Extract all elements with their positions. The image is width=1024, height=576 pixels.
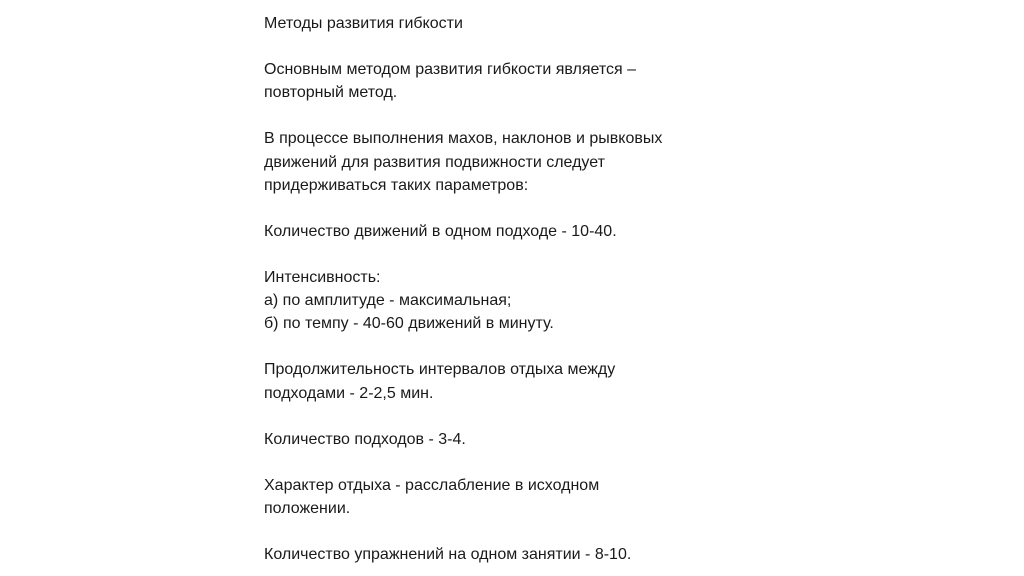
movements-count: Количество движений в одном подходе - 10-40. (264, 222, 617, 240)
intensity-tempo: б) по темпу - 40-60 движений в минуту. (264, 315, 554, 333)
spacer (264, 104, 764, 127)
page-title: Методы развития гибкости (264, 15, 463, 32)
params-line-2: движений для развития подвижности следует (264, 153, 605, 171)
sets-count: Количество подходов - 3-4. (264, 430, 466, 448)
exercises-count: Количество упражнений на одном занятии - 8-10. (264, 546, 632, 564)
params-line-3: придерживаться таких параметров: (264, 176, 529, 194)
spacer (264, 243, 764, 266)
intensity-amplitude: а) по амплитуде - максимальная; (264, 292, 512, 310)
rest-duration-line-2: подходами - 2-2,5 мин. (264, 384, 434, 402)
intro-line-1: Основным методом развития гибкости является – (264, 61, 637, 79)
intro-line-2: повторный метод. (264, 84, 398, 102)
spacer (264, 451, 764, 474)
intensity-title: Интенсивность: (264, 269, 381, 287)
rest-type-line-2: положении. (264, 499, 351, 517)
spacer (264, 520, 764, 543)
document-body (264, 12, 764, 566)
spacer (264, 35, 764, 58)
rest-type-line-1: Характер отдыха - расслабление в исходном (264, 476, 600, 494)
params-line-1: В процессе выполнения махов, наклонов и рывковых (264, 130, 663, 148)
rest-duration-line-1: Продолжительность интервалов отдыха между (264, 361, 616, 379)
spacer (264, 197, 764, 220)
spacer (264, 405, 764, 428)
spacer (264, 335, 764, 358)
